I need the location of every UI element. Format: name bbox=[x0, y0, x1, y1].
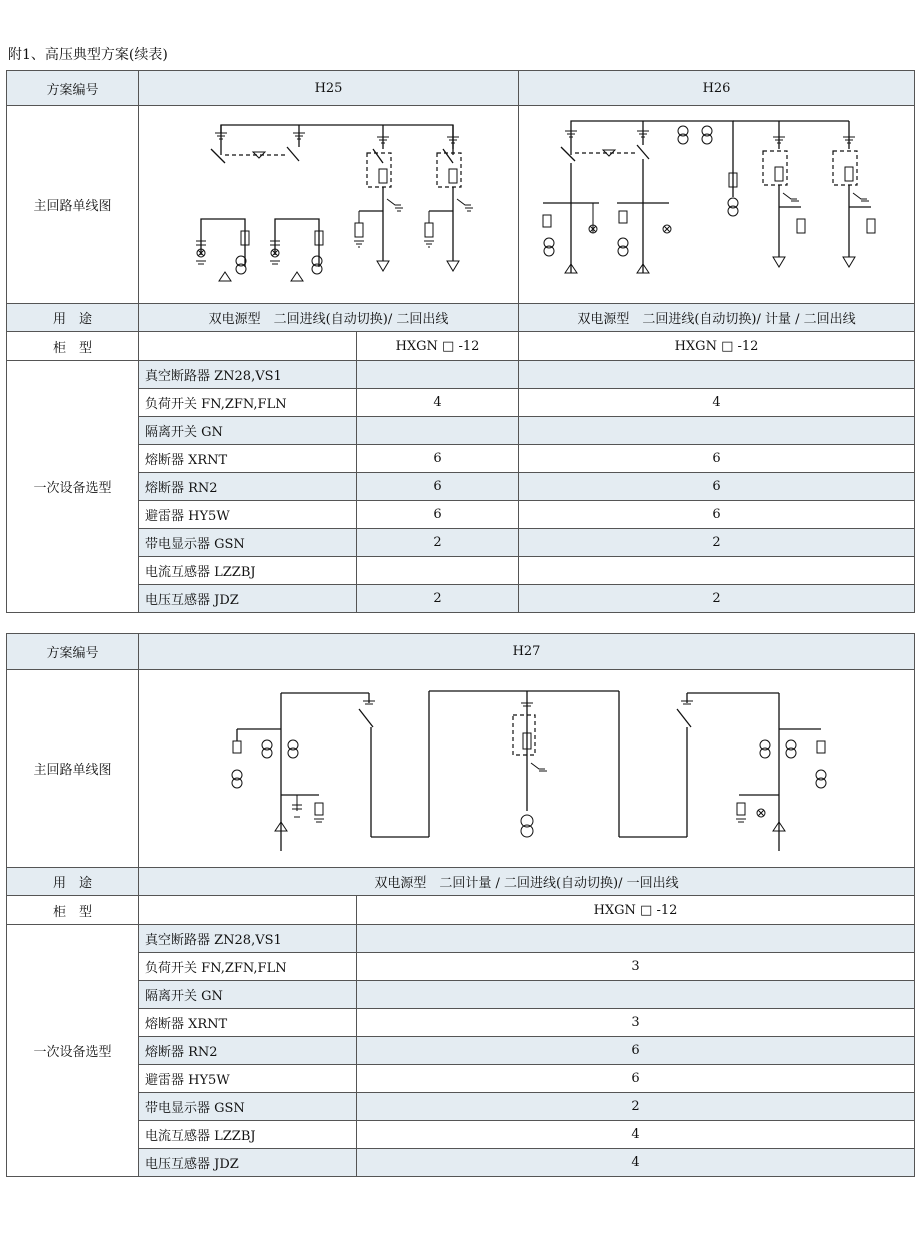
equipment-qty-h26: 6 bbox=[519, 501, 915, 529]
cabinet-h26: HXGN □ -12 bbox=[519, 332, 915, 361]
equipment-name: 熔断器 XRNT bbox=[139, 445, 357, 473]
equipment-label: 一次设备选型 bbox=[7, 925, 139, 1177]
scheme-h26: H26 bbox=[519, 71, 915, 106]
equipment-qty-h27: 3 bbox=[357, 1009, 915, 1037]
equipment-qty-h26 bbox=[519, 557, 915, 585]
equipment-qty-h27: 4 bbox=[357, 1121, 915, 1149]
cabinet-label: 柜 型 bbox=[7, 896, 139, 925]
equipment-qty-h27: 6 bbox=[357, 1065, 915, 1093]
equipment-name: 负荷开关 FN,ZFN,FLN bbox=[139, 953, 357, 981]
usage-label: 用 途 bbox=[7, 304, 139, 332]
scheme-h25: H25 bbox=[139, 71, 519, 106]
equipment-qty-h25 bbox=[357, 557, 519, 585]
equipment-name: 隔离开关 GN bbox=[139, 417, 357, 445]
equipment-name: 带电显示器 GSN bbox=[139, 529, 357, 557]
cabinet-blank bbox=[139, 896, 357, 925]
scheme-no-label: 方案编号 bbox=[7, 71, 139, 106]
equipment-name: 避雷器 HY5W bbox=[139, 1065, 357, 1093]
equipment-name: 电压互感器 JDZ bbox=[139, 585, 357, 613]
equipment-name: 熔断器 XRNT bbox=[139, 1009, 357, 1037]
equipment-qty-h25 bbox=[357, 417, 519, 445]
equipment-qty-h27: 3 bbox=[357, 953, 915, 981]
diagram-h25 bbox=[139, 106, 519, 304]
equipment-qty-h27: 4 bbox=[357, 1149, 915, 1177]
cabinet-label: 柜 型 bbox=[7, 332, 139, 361]
equipment-name: 电压互感器 JDZ bbox=[139, 1149, 357, 1177]
equipment-name: 真空断路器 ZN28,VS1 bbox=[139, 925, 357, 953]
single-line-diagram-h27 bbox=[139, 671, 915, 867]
usage-label: 用 途 bbox=[7, 868, 139, 896]
diagram-h27 bbox=[139, 670, 915, 868]
equipment-qty-h26: 6 bbox=[519, 473, 915, 501]
scheme-no-label: 方案编号 bbox=[7, 634, 139, 670]
usage-h26: 双电源型 二回进线(自动切换)/ 计量 / 二回出线 bbox=[519, 304, 915, 332]
single-line-diagram-h26 bbox=[519, 107, 915, 303]
equipment-qty-h25: 2 bbox=[357, 529, 519, 557]
equipment-qty-h25: 6 bbox=[357, 473, 519, 501]
usage-h27: 双电源型 二回计量 / 二回进线(自动切换)/ 一回出线 bbox=[139, 868, 915, 896]
equipment-qty-h26 bbox=[519, 417, 915, 445]
equipment-qty-h25: 6 bbox=[357, 501, 519, 529]
diagram-label: 主回路单线图 bbox=[7, 670, 139, 868]
equipment-qty-h27 bbox=[357, 925, 915, 953]
equipment-qty-h26: 4 bbox=[519, 389, 915, 417]
usage-h25: 双电源型 二回进线(自动切换)/ 二回出线 bbox=[139, 304, 519, 332]
equipment-label: 一次设备选型 bbox=[7, 361, 139, 613]
equipment-name: 避雷器 HY5W bbox=[139, 501, 357, 529]
cabinet-blank bbox=[139, 332, 357, 361]
scheme-table-h25-h26 bbox=[6, 70, 915, 613]
equipment-qty-h27: 2 bbox=[357, 1093, 915, 1121]
equipment-qty-h26 bbox=[519, 361, 915, 389]
equipment-name: 熔断器 RN2 bbox=[139, 473, 357, 501]
equipment-qty-h25: 4 bbox=[357, 389, 519, 417]
equipment-qty-h27 bbox=[357, 981, 915, 1009]
equipment-name: 隔离开关 GN bbox=[139, 981, 357, 1009]
diagram-h26 bbox=[519, 106, 915, 304]
diagram-label: 主回路单线图 bbox=[7, 106, 139, 304]
single-line-diagram-h25 bbox=[139, 107, 519, 303]
equipment-qty-h26: 2 bbox=[519, 529, 915, 557]
equipment-qty-h25: 2 bbox=[357, 585, 519, 613]
page-caption: 附1、高压典型方案(续表) bbox=[8, 47, 168, 63]
equipment-qty-h25 bbox=[357, 361, 519, 389]
scheme-table-h27 bbox=[6, 633, 915, 1177]
equipment-name: 真空断路器 ZN28,VS1 bbox=[139, 361, 357, 389]
equipment-name: 带电显示器 GSN bbox=[139, 1093, 357, 1121]
equipment-name: 电流互感器 LZZBJ bbox=[139, 1121, 357, 1149]
cabinet-h27: HXGN □ -12 bbox=[357, 896, 915, 925]
scheme-h27: H27 bbox=[139, 634, 915, 670]
equipment-qty-h26: 2 bbox=[519, 585, 915, 613]
equipment-name: 电流互感器 LZZBJ bbox=[139, 557, 357, 585]
cabinet-h25: HXGN □ -12 bbox=[357, 332, 519, 361]
equipment-name: 熔断器 RN2 bbox=[139, 1037, 357, 1065]
equipment-qty-h26: 6 bbox=[519, 445, 915, 473]
equipment-qty-h25: 6 bbox=[357, 445, 519, 473]
equipment-qty-h27: 6 bbox=[357, 1037, 915, 1065]
equipment-name: 负荷开关 FN,ZFN,FLN bbox=[139, 389, 357, 417]
